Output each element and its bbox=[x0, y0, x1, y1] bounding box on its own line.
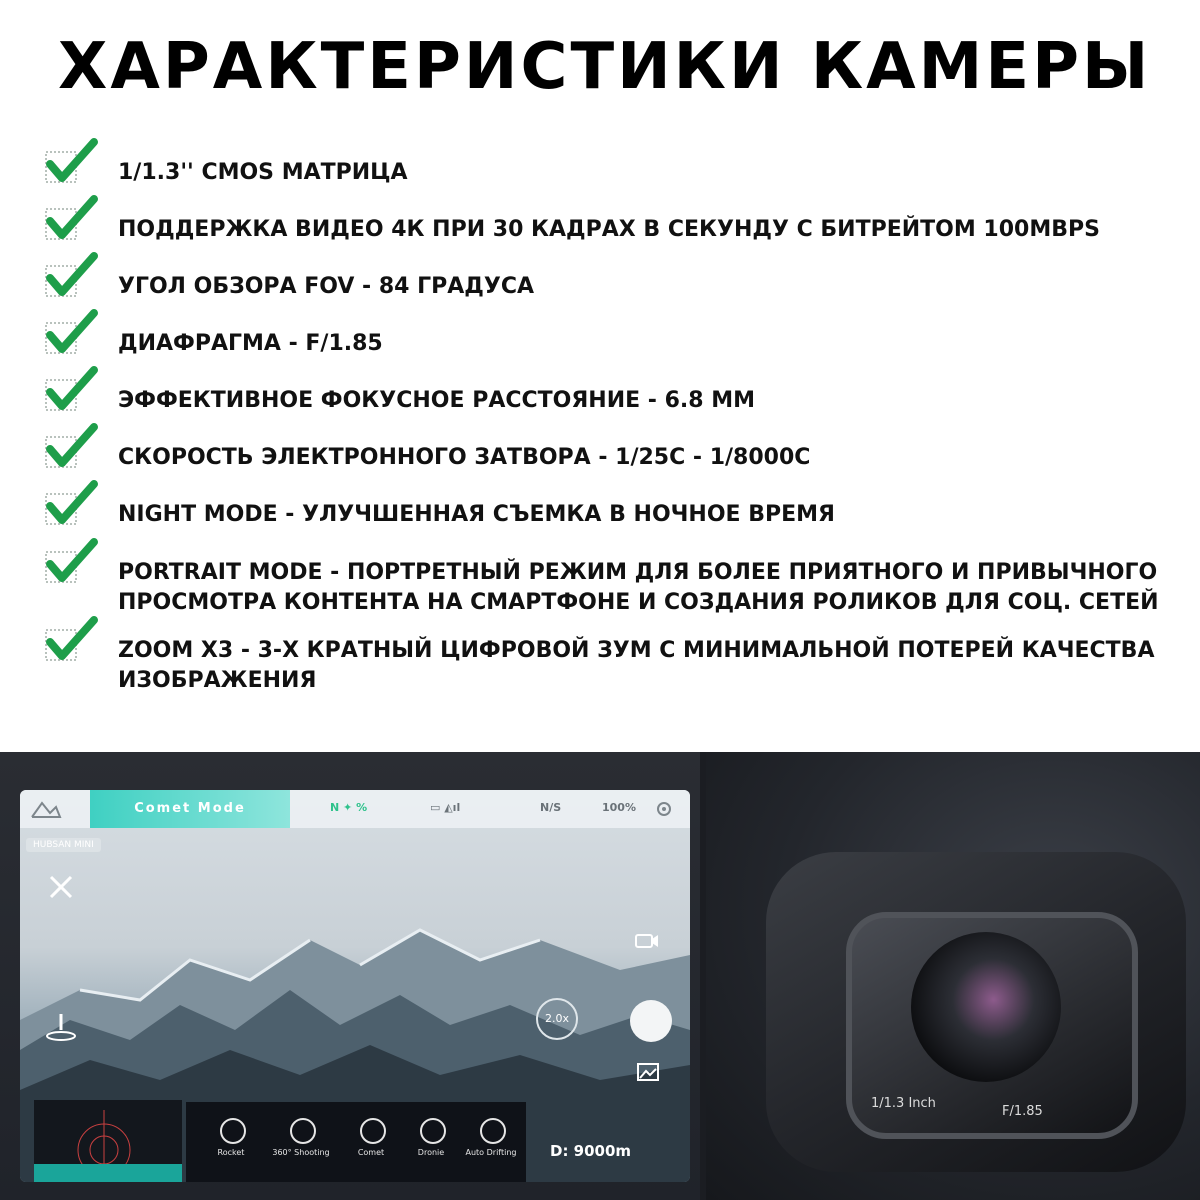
check-icon bbox=[42, 309, 100, 361]
feature-text: ИЗОБРАЖЕНИЯ bbox=[118, 668, 317, 693]
dronie-icon[interactable] bbox=[420, 1118, 446, 1144]
app-top-bar bbox=[20, 790, 690, 828]
feature-text: ПРОСМОТРА КОНТЕНТА НА СМАРТФОНЕ И СОЗДАНИЯ РОЛИКОВ ДЛЯ СОЦ. СЕТЕЙ bbox=[118, 590, 1159, 615]
comet-icon[interactable] bbox=[360, 1118, 386, 1144]
camera-lens-photo bbox=[706, 752, 1200, 1200]
settings-gear-icon[interactable] bbox=[654, 799, 674, 819]
lens-glass bbox=[911, 932, 1061, 1082]
check-icon bbox=[42, 195, 100, 247]
spiral-icon[interactable] bbox=[480, 1118, 506, 1144]
rotate-icon[interactable] bbox=[290, 1118, 316, 1144]
comet-label[interactable]: Comet bbox=[357, 1148, 385, 1157]
battery-remote-icon: ▭ ◭ıl bbox=[430, 801, 461, 814]
rocket-label[interactable]: Rocket bbox=[217, 1148, 245, 1157]
feature-text: УГОЛ ОБЗОРА FOV - 84 ГРАДУСА bbox=[118, 274, 535, 299]
check-icon bbox=[42, 616, 100, 668]
aperture-label: F/1.85 bbox=[1002, 1104, 1043, 1119]
feature-text: СКОРОСТЬ ЭЛЕКТРОННОГО ЗАТВОРА - 1/25С - 1/8000С bbox=[118, 445, 811, 470]
product-photo bbox=[0, 752, 1200, 1200]
radar-icon bbox=[34, 1100, 182, 1182]
360-shooting-label[interactable]: 360° Shooting bbox=[272, 1148, 330, 1157]
check-icon bbox=[42, 366, 100, 418]
drone-model-label: HUBSAN MINI bbox=[26, 838, 101, 852]
drone-signal-label: N/S bbox=[540, 801, 562, 814]
check-icon bbox=[42, 138, 100, 190]
gps-icon: N ✦ % bbox=[330, 801, 368, 814]
check-icon bbox=[42, 480, 100, 532]
feature-text: NIGHT MODE - УЛУЧШЕННАЯ СЪЕМКА В НОЧНОЕ ВРЕМЯ bbox=[118, 502, 835, 527]
rocket-icon[interactable] bbox=[220, 1118, 246, 1144]
feature-text: 1/1.3'' CMOS МАТРИЦА bbox=[118, 160, 408, 185]
check-icon bbox=[42, 423, 100, 475]
auto-drifting-label[interactable]: Auto Drifting bbox=[465, 1148, 517, 1157]
zoom-indicator[interactable]: 2.0x bbox=[536, 998, 578, 1040]
battery-label: 100% bbox=[602, 801, 636, 814]
home-icon[interactable] bbox=[30, 799, 62, 819]
app-photo-panel bbox=[0, 752, 700, 1200]
gallery-icon[interactable] bbox=[636, 1062, 660, 1082]
feature-text: ZOOM X3 - 3-Х КРАТНЫЙ ЦИФРОВОЙ ЗУМ С МИНИМАЛЬНОЙ ПОТЕРЕЙ КАЧЕСТВА bbox=[118, 638, 1155, 663]
check-icon bbox=[42, 538, 100, 590]
shutter-button[interactable] bbox=[630, 1000, 672, 1042]
feature-text: ДИАФРАГМА - F/1.85 bbox=[118, 331, 383, 356]
dronie-label[interactable]: Dronie bbox=[417, 1148, 445, 1157]
feature-text: PORTRAIT MODE - ПОРТРЕТНЫЙ РЕЖИМ ДЛЯ БОЛЕЕ ПРИЯТНОГО И ПРИВЫЧНОГО bbox=[118, 560, 1158, 585]
feature-text: ЭФФЕКТИВНОЕ ФОКУСНОЕ РАССТОЯНИЕ - 6.8 ММ bbox=[118, 388, 756, 413]
page-title: ХАРАКТЕРИСТИКИ КАМЕРЫ bbox=[58, 30, 1152, 104]
flight-mode-bar bbox=[186, 1102, 526, 1182]
mode-tab[interactable]: Comet Mode bbox=[90, 790, 290, 828]
drone-icon[interactable] bbox=[46, 872, 76, 902]
video-camera-icon[interactable] bbox=[634, 930, 660, 952]
land-icon[interactable] bbox=[44, 1012, 78, 1042]
check-icon bbox=[42, 252, 100, 304]
sensor-size-label: 1/1.3 Inch bbox=[871, 1096, 936, 1111]
distance-readout: D: 9000m bbox=[550, 1142, 632, 1160]
feature-text: ПОДДЕРЖКА ВИДЕО 4К ПРИ 30 КАДРАХ В СЕКУНДУ С БИТРЕЙТОМ 100MBPS bbox=[118, 217, 1100, 242]
mini-radar-map bbox=[34, 1100, 182, 1182]
drone-app-screenshot bbox=[20, 790, 690, 1182]
